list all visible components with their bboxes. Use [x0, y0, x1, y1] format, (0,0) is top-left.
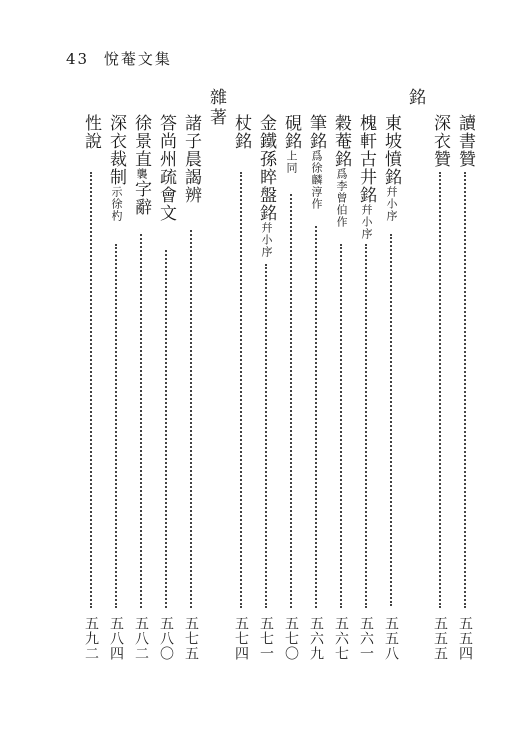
entry-page-number: 五七一 — [258, 616, 274, 661]
entry-title-text: 性說 — [81, 114, 101, 150]
entry-page-number: 五五八 — [383, 616, 399, 661]
entry-note: 爲徐麟淳作 — [310, 150, 323, 210]
entry-note: 幷小序 — [360, 204, 373, 240]
page-number: 43 — [66, 50, 90, 68]
leader-dots — [464, 172, 466, 608]
entry-title — [353, 114, 379, 240]
entry-page-number: 五九二 — [83, 616, 99, 661]
entry-page-number: 五八二 — [133, 616, 149, 661]
entry-title-text: 深衣裁制 — [106, 114, 126, 186]
section-heading: 雜著 — [206, 88, 226, 128]
entry-title — [253, 114, 279, 258]
entry-title-text: 金鐵孫睟盤銘 — [256, 114, 276, 222]
leader-dots — [265, 264, 267, 608]
entry-title-text: 穀菴銘 — [331, 114, 351, 168]
entry-title-text: 槐軒古井銘 — [356, 114, 376, 204]
toc-entry — [278, 114, 304, 674]
entry-title — [278, 114, 304, 174]
toc-entry — [452, 114, 478, 674]
entry-title — [78, 114, 104, 150]
entry-note: 襲 — [135, 168, 148, 180]
entry-title — [303, 114, 329, 210]
entry-title — [378, 114, 404, 222]
toc-entry — [153, 114, 179, 674]
toc-entry — [228, 114, 254, 674]
entry-page-number: 五六九 — [308, 616, 324, 661]
entry-title-text: 字辭 — [131, 180, 151, 216]
toc-entry — [103, 114, 129, 674]
leader-dots — [115, 244, 117, 608]
leader-dots — [290, 194, 292, 608]
entry-note: 上同 — [285, 150, 298, 174]
section-heading: 銘 — [405, 88, 425, 108]
toc-entry — [378, 114, 404, 674]
toc-entry — [427, 114, 453, 674]
leader-dots — [165, 250, 167, 608]
entry-page-number: 五八四 — [108, 616, 124, 661]
leader-dots — [315, 226, 317, 608]
entry-note: 幷小序 — [385, 186, 398, 222]
entry-title-text: 讀書贊 — [455, 114, 475, 168]
entry-page-number: 五七四 — [233, 616, 249, 661]
leader-dots — [365, 244, 367, 608]
entry-title-text: 杖銘 — [231, 114, 251, 150]
entry-title — [427, 114, 453, 168]
entry-page-number: 五七五 — [183, 616, 199, 661]
entry-title — [452, 114, 478, 168]
entry-page-number: 五七〇 — [283, 616, 299, 661]
entry-title-text: 答尚州疏會文 — [156, 114, 176, 222]
entry-page-number: 五五四 — [457, 616, 473, 661]
entry-title-text: 徐景直 — [131, 114, 151, 168]
entry-page-number: 五六七 — [333, 616, 349, 661]
leader-dots — [240, 172, 242, 608]
entry-page-number: 五六一 — [358, 616, 374, 661]
toc-entry — [78, 114, 104, 674]
entry-note: 爲李曾伯作 — [335, 168, 348, 228]
entry-title-text: 深衣贊 — [430, 114, 450, 168]
entry-title — [153, 114, 179, 222]
entry-title-text: 東坡憤銘 — [381, 114, 401, 186]
entry-title — [178, 114, 204, 204]
toc-entry — [128, 114, 154, 674]
leader-dots — [439, 172, 441, 608]
leader-dots — [90, 172, 92, 608]
toc-entry — [353, 114, 379, 674]
entry-note: 幷小序 — [260, 222, 273, 258]
entry-title — [103, 114, 129, 222]
entry-page-number: 五五五 — [432, 616, 448, 661]
leader-dots — [390, 234, 392, 606]
toc-entry — [303, 114, 329, 674]
leader-dots — [140, 234, 142, 608]
leader-dots — [190, 230, 192, 608]
entry-title-text: 筆銘 — [306, 114, 326, 150]
entry-title — [328, 114, 354, 228]
entry-title-text: 硯銘 — [281, 114, 301, 150]
entry-title — [128, 114, 154, 216]
toc-entry — [253, 114, 279, 674]
entry-note: 示徐杓 — [110, 186, 123, 222]
entry-title-text: 諸子晨謁辨 — [181, 114, 201, 204]
leader-dots — [340, 244, 342, 608]
toc-entry — [178, 114, 204, 674]
book-title: 悅菴文集 — [103, 50, 172, 68]
entry-page-number: 五八〇 — [158, 616, 174, 661]
entry-title — [228, 114, 254, 150]
toc-entry — [328, 114, 354, 674]
